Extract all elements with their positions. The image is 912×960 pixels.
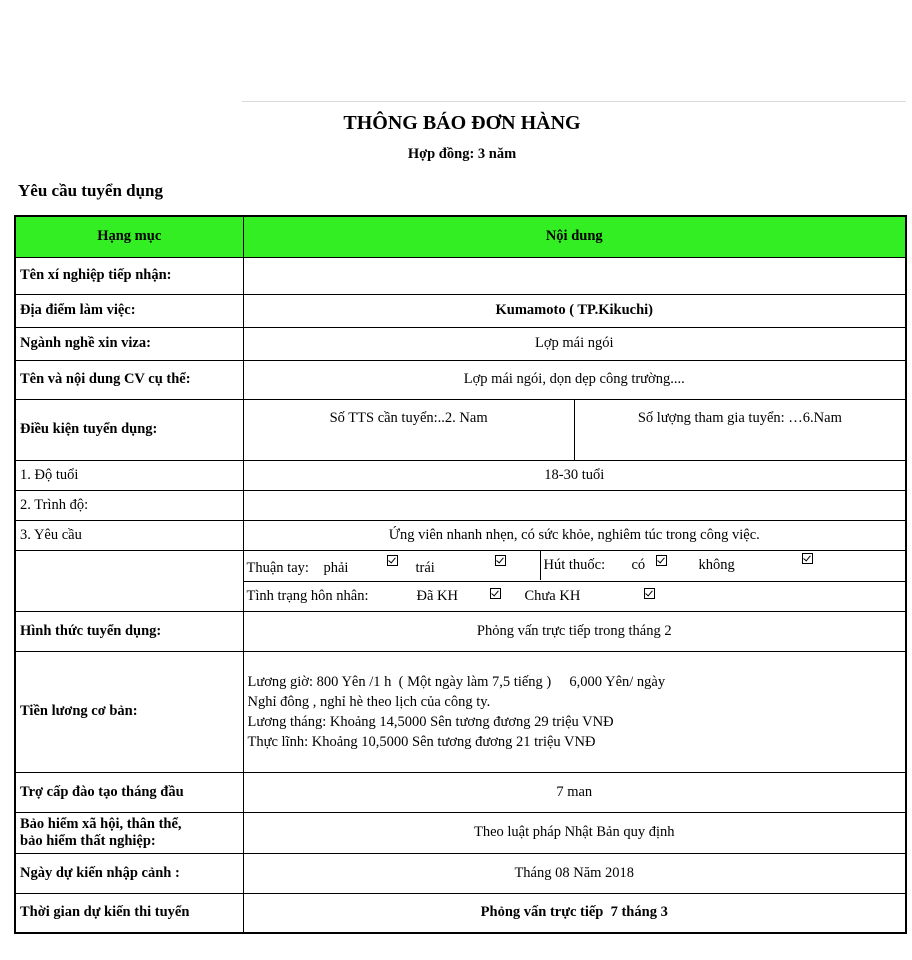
personal-cell <box>243 550 906 611</box>
table-header-row <box>15 216 906 257</box>
job-label: Tên và nội dung CV cụ thể: <box>15 360 243 399</box>
row-visa <box>15 327 906 360</box>
top-rule <box>242 101 906 102</box>
salary-net: Thực lĩnh: Khoảng 10,5000 Sên tương đương 21 triệu VNĐ <box>247 733 596 750</box>
row-conditions <box>15 399 906 460</box>
salary-label: Tiền lương cơ bản: <box>15 651 243 772</box>
education-label: 2. Trình độ: <box>15 490 243 520</box>
checkbox-checked-icon <box>495 555 506 566</box>
candidates-count: Số lượng tham gia tuyển: …6.Nam <box>574 400 905 460</box>
allowance-value: 7 man <box>243 772 906 812</box>
salary-details <box>248 652 902 752</box>
checkbox-checked-icon <box>802 553 813 564</box>
row-location <box>15 294 906 327</box>
checkbox-checked-icon <box>644 588 655 599</box>
form-value: Phỏng vấn trực tiếp trong tháng 2 <box>243 611 906 651</box>
order-table <box>14 215 907 934</box>
education-value <box>243 490 906 520</box>
row-job <box>15 360 906 399</box>
requirement-label: 3. Yêu cầu <box>15 520 243 550</box>
requirement-value: Ứng viên nhanh nhẹn, có sức khỏe, nghiêm túc trong công việc. <box>243 520 906 550</box>
job-value: Lợp mái ngói, dọn dẹp công trường.... <box>243 360 906 399</box>
row-exam <box>15 893 906 933</box>
entry-value: Tháng 08 Năm 2018 <box>243 853 906 893</box>
smoking-no-label: không <box>698 556 735 573</box>
checkbox-checked-icon <box>387 555 398 566</box>
row-education <box>15 490 906 520</box>
exam-value: Phỏng vấn trực tiếp 7 tháng 3 <box>243 893 906 933</box>
company-value <box>243 257 906 294</box>
age-value: 18-30 tuổi <box>243 460 906 490</box>
visa-value: Lợp mái ngói <box>243 327 906 360</box>
entry-label: Ngày dự kiến nhập cảnh : <box>15 853 243 893</box>
column-header-content: Nội dung <box>243 216 906 257</box>
row-salary <box>15 651 906 772</box>
salary-monthly: Lương tháng: Khoảng 14,5000 Sên tương đương 29 triệu VNĐ <box>247 713 614 730</box>
smoking-no-checkbox[interactable] <box>796 550 813 567</box>
conditions-label: Điều kiện tuyển dụng: <box>15 399 243 460</box>
column-header-category: Hạng mục <box>15 216 243 257</box>
insurance-label-line2: bảo hiểm thất nghiệp: <box>20 832 156 849</box>
form-label: Hình thức tuyển dụng: <box>15 611 243 651</box>
married-label: Đã KH <box>416 587 458 604</box>
single-label: Chưa KH <box>524 587 581 604</box>
exam-label: Thời gian dự kiến thi tuyển <box>15 893 243 933</box>
row-personal <box>15 550 906 611</box>
location-label: Địa điểm làm việc: <box>15 294 243 327</box>
row-requirement <box>15 520 906 550</box>
conditions-split <box>244 400 906 460</box>
hand-label: Thuận tay: <box>246 559 309 576</box>
smoking-yes-label: có <box>631 556 646 573</box>
hand-smoking-row <box>244 551 906 582</box>
document-title: THÔNG BÁO ĐƠN HÀNG <box>343 112 581 134</box>
hand-right-label: phải <box>323 559 349 576</box>
personal-label-empty <box>15 550 243 611</box>
allowance-label: Trợ cấp đào tạo tháng đầu <box>15 772 243 812</box>
row-form <box>15 611 906 651</box>
conditions-cell <box>243 399 906 460</box>
location-value: Kumamoto ( TP.Kikuchi) <box>243 294 906 327</box>
row-entry <box>15 853 906 893</box>
smoking-yes-checkbox[interactable] <box>650 552 667 569</box>
checkbox-checked-icon <box>656 555 667 566</box>
insurance-label <box>15 812 243 853</box>
salary-cell <box>243 651 906 772</box>
row-age <box>15 460 906 490</box>
smoking-group <box>541 551 906 580</box>
hand-left-checkbox[interactable] <box>489 552 506 569</box>
hand-group <box>244 551 541 580</box>
row-company <box>15 257 906 294</box>
hand-right-checkbox[interactable] <box>381 552 398 569</box>
section-heading: Yêu cầu tuyển dụng <box>18 181 164 200</box>
marital-label: Tình trạng hôn nhân: <box>246 587 369 604</box>
checkbox-checked-icon <box>490 588 501 599</box>
row-insurance <box>15 812 906 853</box>
married-checkbox[interactable] <box>484 585 501 602</box>
marital-row <box>244 582 906 611</box>
hand-left-label: trái <box>415 559 435 576</box>
insurance-value: Theo luật pháp Nhật Bản quy định <box>243 812 906 853</box>
salary-hourly: Lương giờ: 800 Yên /1 h ( Một ngày làm 7,5 tiếng ) 6,000 Yên/ ngày <box>247 673 666 690</box>
visa-label: Ngành nghề xin viza: <box>15 327 243 360</box>
row-allowance <box>15 772 906 812</box>
single-checkbox[interactable] <box>638 585 655 602</box>
age-label: 1. Độ tuổi <box>15 460 243 490</box>
company-label: Tên xí nghiệp tiếp nhận: <box>15 257 243 294</box>
salary-holidays: Nghỉ đông , nghỉ hè theo lịch của công ty. <box>247 693 491 710</box>
smoking-label: Hút thuốc: <box>543 556 606 573</box>
contract-subtitle: Hợp đồng: 3 năm <box>407 146 517 162</box>
trainees-needed: Số TTS cần tuyển:..2. Nam <box>329 409 488 426</box>
insurance-label-line1: Bảo hiểm xã hội, thân thể, <box>20 815 182 832</box>
